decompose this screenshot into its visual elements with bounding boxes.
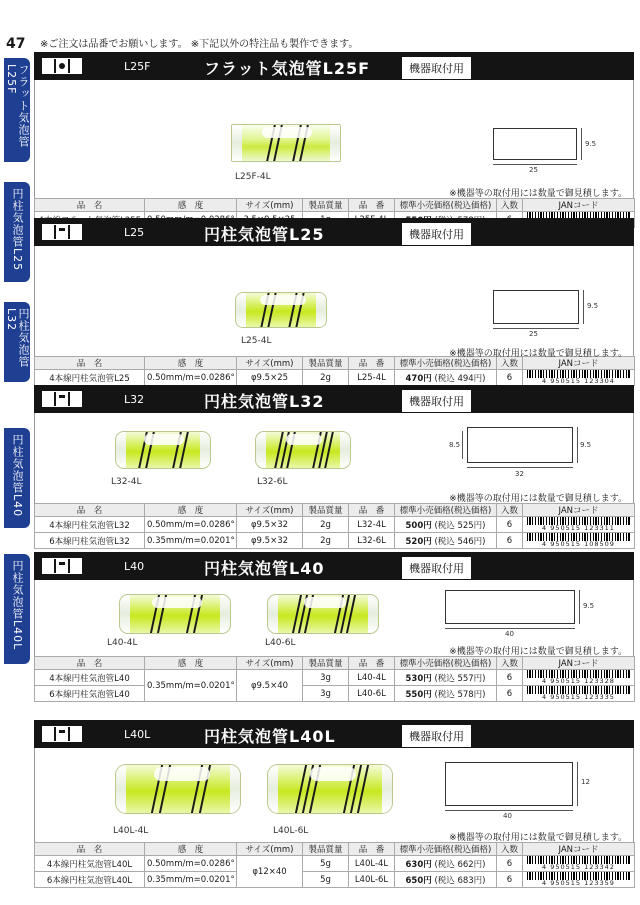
- table-row: 6本線円柱気泡管L40L 0.35mm/m=0.0201° 5g L40L-6L 650円 (税込 683円) 6 4 950515 123359: [35, 872, 635, 888]
- mount-badge: 機器取付用: [402, 725, 471, 747]
- section-body: [34, 748, 634, 842]
- side-tab-l25: 円柱気泡管L25: [4, 182, 30, 282]
- jan-barcode: 4 950515 123335: [525, 686, 632, 701]
- mount-badge: 機器取付用: [402, 223, 471, 245]
- section-code: L25: [124, 226, 145, 239]
- jan-barcode: 4 950515 123328: [525, 670, 632, 685]
- photo-label: L40-6L: [265, 638, 296, 648]
- vial-photo: [255, 431, 351, 469]
- section-l40: [34, 552, 634, 702]
- photo-label: L40L-6L: [273, 826, 309, 836]
- photo-label: L32-4L: [111, 477, 142, 487]
- table-row: 6本線円柱気泡管L32 0.35mm/m=0.0201° φ9.5×32 2g L32-6L 520円 (税込 546円) 6 4 950515 108509: [35, 533, 635, 549]
- dim-height: 9.5: [585, 140, 597, 148]
- vial-photo: [267, 764, 393, 814]
- section-code: L40: [124, 560, 145, 573]
- dim-length: 32: [515, 470, 524, 478]
- section-title: 円柱気泡管L25: [204, 225, 325, 244]
- quote-note: ※機器等の取付用には数量で御見積します。: [449, 494, 627, 504]
- dim-height: 12: [581, 778, 590, 786]
- page-number: 47: [6, 36, 26, 52]
- section-title: 円柱気泡管L40L: [204, 727, 336, 746]
- cylinder-vial-icon: [42, 726, 82, 742]
- photo-label: L32-6L: [257, 477, 288, 487]
- section-code: L40L: [124, 728, 151, 741]
- section-header: [34, 52, 634, 80]
- photo-label: L25F-4L: [235, 172, 271, 182]
- section-l25f: [34, 52, 634, 228]
- section-title: 円柱気泡管L40: [204, 559, 325, 578]
- section-header: [34, 385, 634, 413]
- table-row: 4本線円柱気泡管L40L 0.50mm/m=0.0286° φ12×40 5g L40L-4L 630円 (税込 662円) 6 4 950515 123342: [35, 856, 635, 872]
- quote-note: ※機器等の取付用には数量で御見積します。: [449, 189, 627, 199]
- photo-label: L40L-4L: [113, 826, 149, 836]
- section-l32: [34, 385, 634, 549]
- section-title: フラット気泡管L25F: [204, 59, 371, 78]
- table-header: 品 名 感 度 サイズ(mm) 製品質量 品 番 標準小売価格(税込価格) 入数 JANコード: [35, 199, 635, 212]
- dimension-drawing: [445, 590, 575, 624]
- dim-height: 9.5: [580, 441, 592, 449]
- section-header: [34, 218, 634, 246]
- cylinder-vial-icon: [42, 558, 82, 574]
- top-note: ※ご注文は品番でお願いします。 ※下記以外の特注品も製作できます。: [40, 39, 359, 50]
- spec-table: [34, 356, 635, 386]
- dimension-drawing: [467, 427, 573, 463]
- dim-length: 25: [529, 330, 538, 338]
- jan-barcode: 4 950515 108509: [525, 533, 632, 548]
- jan-barcode: 4 950515 123304: [525, 370, 632, 385]
- table-row: 4本線円柱気泡管L40 0.35mm/m=0.0201° φ9.5×40 3g L40-4L 530円 (税込 557円) 6 4 950515 123328: [35, 670, 635, 686]
- spec-table: [34, 842, 635, 888]
- spec-table: [34, 503, 635, 549]
- dimension-drawing: [493, 290, 579, 324]
- side-tab-l40: 円柱気泡管L40: [4, 428, 30, 528]
- section-header: [34, 552, 634, 580]
- section-body: [34, 246, 634, 359]
- side-tab-l40l: 円柱気泡管L40L: [4, 554, 30, 664]
- dim-length: 40: [503, 812, 512, 820]
- dimension-drawing: [493, 128, 577, 160]
- cylinder-vial-icon: [42, 224, 82, 240]
- section-body: [34, 413, 634, 503]
- table-row: 6本線円柱気泡管L40 3g L40-6L 550円 (税込 578円) 6 4 950515 123335: [35, 686, 635, 702]
- vial-photo: [119, 594, 231, 634]
- table-header: 品 名 感 度 サイズ(mm) 製品質量 品 番 標準小売価格(税込価格) 入数 JANコード: [35, 357, 635, 370]
- side-tab-l32: 円柱気泡管L32: [4, 302, 30, 382]
- section-body: [34, 80, 634, 198]
- jan-barcode: 4 950515 123311: [525, 517, 632, 532]
- quote-note: ※機器等の取付用には数量で御見積します。: [449, 349, 627, 359]
- table-row: 4本線円柱気泡管L32 0.50mm/m=0.0286° φ9.5×32 2g L32-4L 500円 (税込 525円) 6 4 950515 123311: [35, 517, 635, 533]
- flat-vial-icon: [42, 58, 82, 74]
- side-tab-l25f: フラット気泡管L25F: [4, 58, 30, 162]
- vial-photo: [115, 431, 211, 469]
- vial-photo: [231, 124, 341, 162]
- section-body: [34, 580, 634, 656]
- vial-photo: [115, 764, 241, 814]
- dim-length: 25: [529, 166, 538, 174]
- table-header: 品 名 感 度 サイズ(mm) 製品質量 品 番 標準小売価格(税込価格) 入数 JANコード: [35, 504, 635, 517]
- mount-badge: 機器取付用: [402, 390, 471, 412]
- quote-note: ※機器等の取付用には数量で御見積します。: [449, 647, 627, 657]
- vial-photo: [235, 292, 327, 328]
- cylinder-vial-icon: [42, 391, 82, 407]
- section-code: L32: [124, 393, 145, 406]
- dim-height: 9.5: [583, 602, 595, 610]
- jan-barcode: 4 950515 123359: [525, 872, 632, 887]
- table-header: 品 名 感 度 サイズ(mm) 製品質量 品 番 標準小売価格(税込価格) 入数 JANコード: [35, 657, 635, 670]
- vial-photo: [267, 594, 379, 634]
- jan-barcode: 4 950515 123342: [525, 856, 632, 871]
- photo-label: L40-4L: [107, 638, 138, 648]
- spec-table: [34, 656, 635, 702]
- dimension-drawing: [445, 762, 573, 806]
- section-title: 円柱気泡管L32: [204, 392, 325, 411]
- mount-badge: 機器取付用: [402, 557, 471, 579]
- mount-badge: 機器取付用: [402, 57, 471, 79]
- section-l40l: [34, 720, 634, 888]
- table-row: 4本線円柱気泡管L25 0.50mm/m=0.0286° φ9.5×25 2g L25-4L 470円 (税込 494円) 6 4 950515 123304: [35, 370, 635, 386]
- section-l25: [34, 218, 634, 386]
- dim-inner: 8.5: [449, 441, 461, 449]
- quote-note: ※機器等の取付用には数量で御見積します。: [449, 833, 627, 843]
- photo-label: L25-4L: [241, 336, 272, 346]
- dim-height: 9.5: [587, 302, 599, 310]
- section-header: [34, 720, 634, 748]
- dim-length: 40: [505, 630, 514, 638]
- section-code: L25F: [124, 60, 151, 73]
- table-header: 品 名 感 度 サイズ(mm) 製品質量 品 番 標準小売価格(税込価格) 入数 JANコード: [35, 843, 635, 856]
